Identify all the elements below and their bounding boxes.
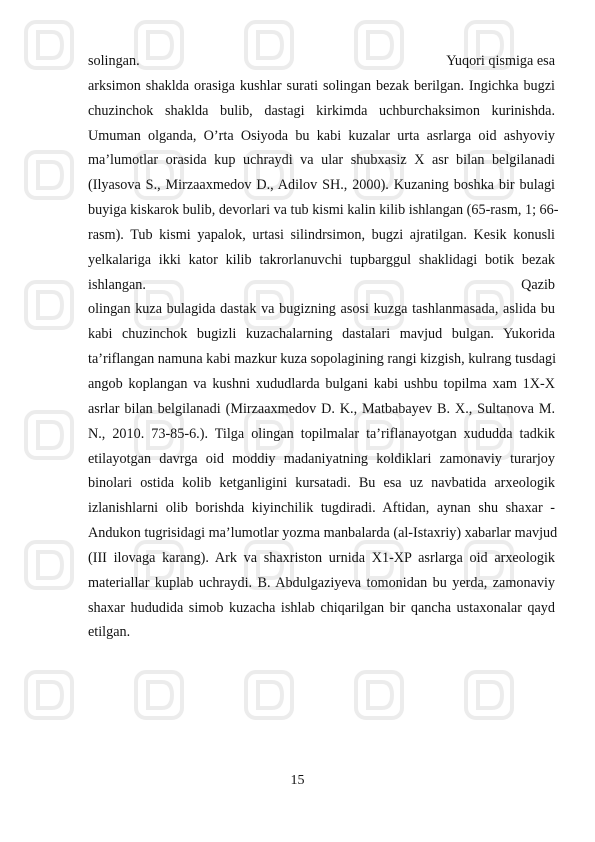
text-line: ta’riflangan namuna kabi mazkur kuza sopolagining rangi kizgish, kulrang tusdagi xyxy=(88,351,557,368)
text-line: (III ilovaga karang). Ark va shaxriston urnida X1-XP asrlarga oid arxeologik xyxy=(88,549,555,566)
document-logo-icon xyxy=(352,668,406,722)
text-line: olingan kuza bulagida dastak va bugizning asosi kuzga tashlanmasada, aslida bu xyxy=(88,301,555,318)
text-line: (Ilyasova S., Mirzaaxmedov D., Adilov SH., 2000). Kuzaning boshka bir bulagi xyxy=(88,177,555,194)
text-line: chuzinchok shaklda bulib, dastagi kirkimda uchburchaksimon kurinishda. xyxy=(88,102,555,119)
text-line: rasm). Tub kismi yapalok, urtasi silindrsimon, bugzi ajratilgan. Kesik konusli xyxy=(88,226,555,243)
text-line: materiallar kuplab uchraydi. B. Abdulgaziyeva tomonidan bu yerda, zamonaviy xyxy=(88,574,555,591)
page-number: 15 xyxy=(290,773,305,788)
text-line-left: solingan. xyxy=(88,53,140,69)
text-line: izlanishlarni olib borishda kiyinchilik tugdiradi. Aftidan, aynan shu shaxar - xyxy=(88,500,555,517)
text-line xyxy=(88,49,555,74)
text-line: Umuman olganda, O’rta Osiyoda bu kabi kuzalar urta asrlarga oid ashyoviy xyxy=(88,127,555,144)
text-line-left: ishlangan. xyxy=(88,276,146,293)
text-line: buyiga kiskarok bulib, devorlari va tub kismi kalin kilib ishlangan (65-rasm, 1; 66- xyxy=(88,202,559,219)
document-logo-icon xyxy=(132,668,186,722)
text-line: arksimon shaklda orasiga kushlar surati solingan bezak berilgan. Ingichka bugzi xyxy=(88,77,555,94)
document-logo-icon xyxy=(22,148,76,202)
body-text xyxy=(88,49,559,645)
document-logo-icon xyxy=(462,668,516,722)
text-line: angob koplangan va kushni xududlarda bulgani kabi ushbu topilma xam 1X-X xyxy=(88,375,555,392)
document-logo-icon xyxy=(242,668,296,722)
text-line: asrlar bilan belgilanadi (Mirzaaxmedov D. K., Matbabayev B. X., Sultanova M. xyxy=(88,400,555,417)
text-line: etilgan. xyxy=(88,624,131,641)
text-line-right: Yuqori qismiga esa xyxy=(446,53,555,69)
text-line: kabi chuzinchok bugizli kuzachalarning dastalari mavjud bulgan. Yukorida xyxy=(88,326,555,343)
text-line: binolari ostida kolib ketganligini kursatadi. Bu esa uz navbatida arxeologik xyxy=(88,475,555,492)
document-logo-icon xyxy=(22,538,76,592)
document-logo-icon xyxy=(22,408,76,462)
text-line: ma’lumotlar orasida kup uchraydi va ular shubxasiz X asr bilan belgilanadi xyxy=(88,152,555,169)
text-line xyxy=(88,273,555,298)
document-logo-icon xyxy=(22,668,76,722)
text-line: Andukon tugrisidagi ma’lumotlar yozma manbalarda (al-Istaxriy) xabarlar mavjud xyxy=(88,525,558,542)
text-line: N., 2010. 73-85-6.). Tilga olingan topilmalar ta’riflanayotgan xududda tadkik xyxy=(88,425,555,442)
text-line-right: Qazib xyxy=(521,276,555,293)
text-line: shaxar hududida simob kuzacha ishlab chiqarilgan bir qancha ustaxonalar qayd xyxy=(88,599,555,616)
text-line: yelkalariga ikki kator kilib takrorlanuvchi tupbarggul shaklidagi botik bezak xyxy=(88,251,555,268)
document-logo-icon xyxy=(22,278,76,332)
document-logo-icon xyxy=(22,18,76,72)
text-line: etilayotgan davrga oid moddiy madaniyatning koldiklari zamonaviy turarjoy xyxy=(88,450,555,467)
